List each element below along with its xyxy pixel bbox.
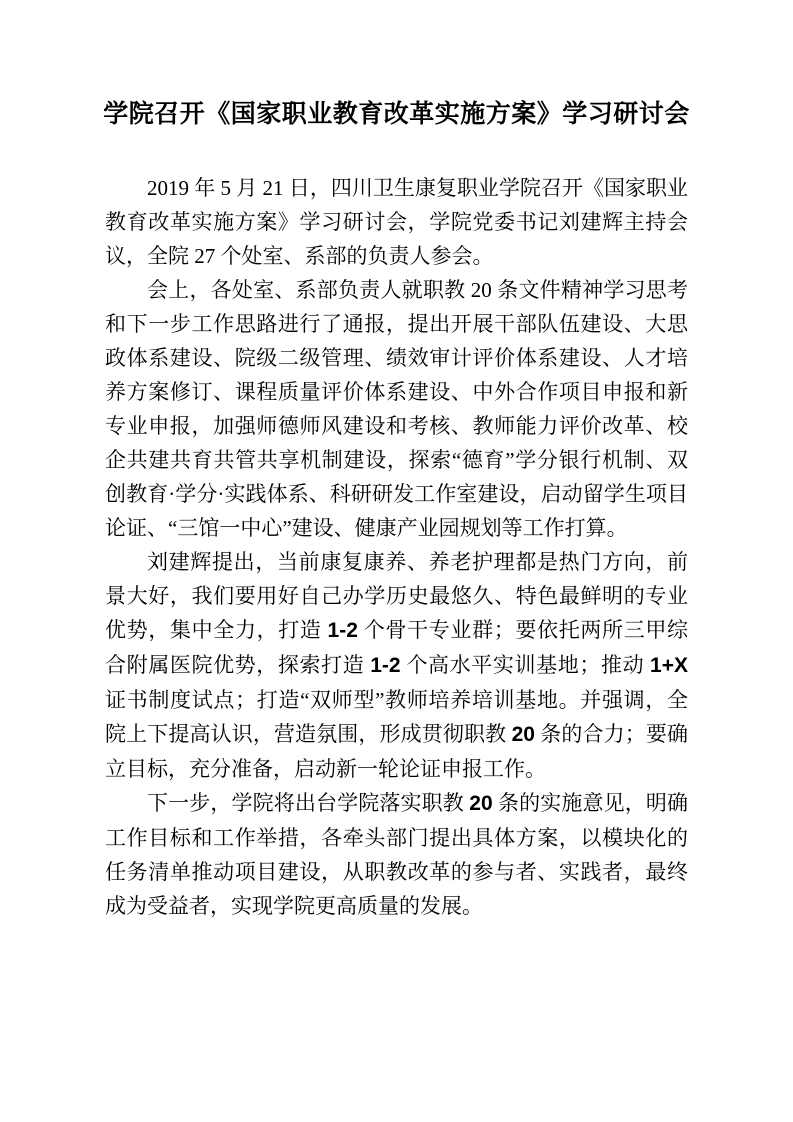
paragraph [105, 786, 688, 923]
bold-number-run: 1+X [650, 654, 688, 677]
document-body [105, 171, 688, 923]
text-run: 个骨干专业群；要依托两所三甲综合附属医院优势，探索打造 [105, 618, 689, 677]
paragraph [105, 171, 688, 273]
text-run: 条的实施意见，明确工作目标和工作举措，各牵头部门提出具体方案，以模块化的任务清单推动项目建设，从职教改革的参与者、实践者，最终成为受益者，实现学院更高质量的发展。 [105, 791, 689, 918]
text-run: 2019 年 5 月 21 日，四川卫生康复职业学院召开《国家职业教育改革实施方案》学习研讨会，学院党委书记刘建辉主持会议，全院 27 个处室、系部的负责人参会。 [105, 176, 688, 268]
bold-number-run: 1-2 [327, 619, 358, 642]
text-run: 下一步，学院将出台学院落实职教 [147, 791, 470, 815]
paragraph [105, 545, 688, 786]
text-run: 个高水平实训基地；推动 [400, 653, 651, 677]
text-run: 条的合力；要确立目标，充分准备，启动新一轮论证申报工作。 [105, 722, 689, 781]
bold-number-run: 20 [469, 792, 493, 815]
text-run: 证书制度试点；打造“双师型”教师培养培训基地。并强调，全院上下提高认识，营造氛围，形成贯彻职教 [105, 688, 688, 746]
bold-number-run: 20 [511, 723, 535, 746]
text-run: 会上，各处室、系部负责人就职教 20 条文件精神学习思考和下一步工作思路进行了通报，提出开展干部队伍建设、大思政体系建设、院级二级管理、绩效审计评价体系建设、人才培养方案修订、课程质量评价体系建设、中外合作项目申报和新专业申报，加强师德师风建设和考核、教师能力评价改革、校企共建共育共管共享机制建设，探索“德育”学分银行机制、双创教育·学分·实践体系、科研研发工作室建设，启动留学生项目论证、“三馆一中心”建设、健康产业园规划等工作打算。 [105, 278, 688, 540]
text-run: 刘建辉提出，当前康复康养、养老护理都是热门方向，前景大好，我们要用好自己办学历史最悠久、特色最鲜明的专业优势，集中全力，打造 [105, 550, 688, 642]
paragraph [105, 273, 688, 545]
bold-number-run: 1-2 [370, 654, 401, 677]
document-title: 学院召开《国家职业教育改革实施方案》学习研讨会 [103, 100, 690, 128]
